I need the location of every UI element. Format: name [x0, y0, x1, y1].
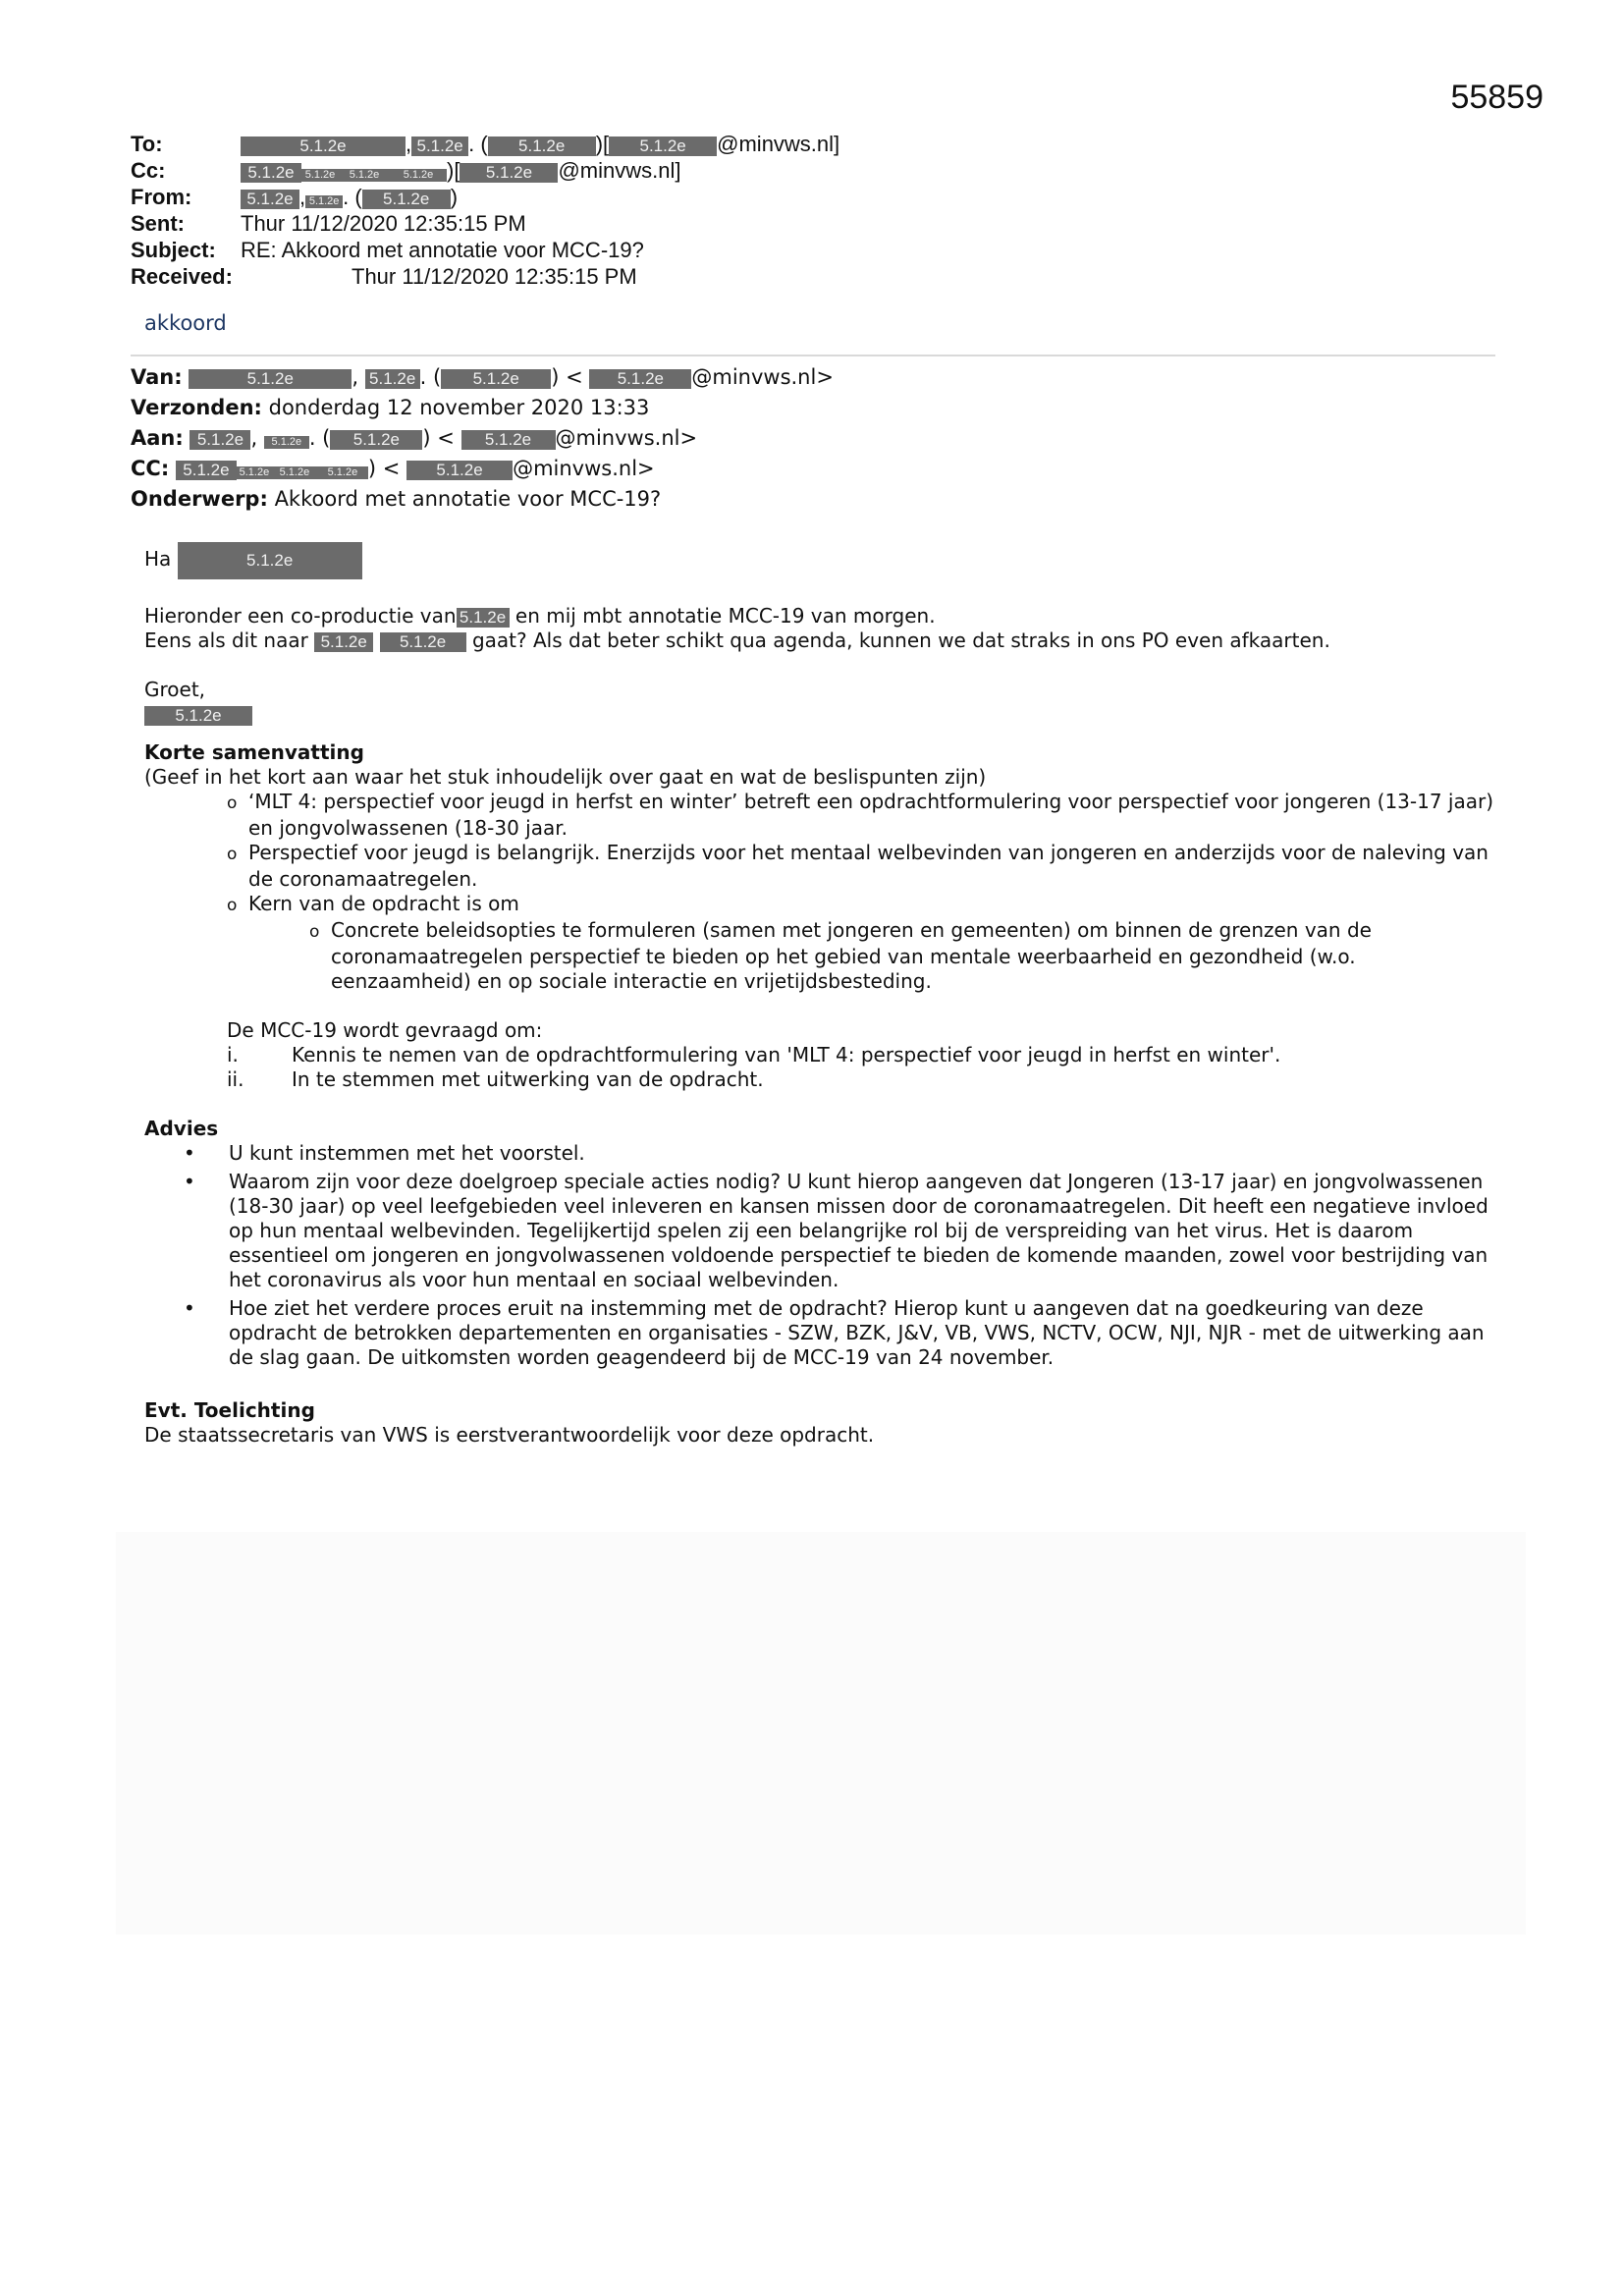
intro-line-2	[144, 629, 1499, 653]
sent-row	[131, 210, 839, 237]
received-value: Thur 11/12/2020 12:35:15 PM	[352, 264, 637, 289]
advies-list	[144, 1141, 1499, 1370]
redaction: 5.1.2e	[178, 542, 362, 579]
verzonden-label: Verzonden:	[131, 396, 262, 419]
cc-row: Cc: 5.1.2e 5.1.2e 5.1.2e 5.1.2e )[ 5.1.2e @minvws.nl]	[131, 158, 681, 183]
list-item: • U kunt instemmen met het voorstel.	[184, 1141, 1499, 1166]
list-number: i.	[227, 1043, 239, 1066]
redaction: 5.1.2e	[609, 137, 717, 156]
redaction: 5.1.2e	[189, 369, 352, 389]
list-item	[227, 1067, 1499, 1092]
summary-intro: (Geef in het kort aan waar het stuk inhoudelijk over gaat en wat de beslispunten zijn)	[144, 765, 987, 789]
redaction: 5.1.2e	[237, 466, 272, 479]
aan-domain: @minvws.nl>	[555, 426, 698, 450]
email-header	[131, 131, 839, 290]
onderwerp-row	[131, 484, 1499, 515]
list-item: o Perspectief voor jeugd is belangrijk. Enerzijds voor het mentaal welbevinden van jongeren en anderzijds voor de naleving van de coronamaatregelen.	[227, 841, 1499, 892]
redaction: 5.1.2e	[241, 163, 301, 183]
redaction: 5.1.2e	[314, 632, 373, 652]
redaction: 5.1.2e	[264, 436, 309, 449]
list-item: • Waarom zijn voor deze doelgroep speciale acties nodig? U kunt hierop aangeven dat Jongeren (13-17 jaar) en jongvolwassenen (18-30 jaar) op veel leefgebieden veel inleveren en kansen missen door de coronamaatregelen. Dit heeft een negatieve invloed op hun mentaal welbevinden. Tegelijkertijd spelen zij een belangrijke rol bij de verspreiding van het virus. Het is daarom essentieel om jongeren en jongvolwassenen voldoende perspectief te bieden de komende maanden, zowel voor bestrijding van het coronavirus als voor hun mentaal en sociaal welbevinden.	[184, 1170, 1499, 1292]
background-shade	[116, 1532, 1526, 1935]
subject-row	[131, 237, 839, 263]
subject-value: RE: Akkoord met annotatie voor MCC-19?	[241, 238, 644, 262]
cc-orig-row: CC: 5.1.2e 5.1.2e 5.1.2e 5.1.2e ) < 5.1.2e @minvws.nl>	[131, 457, 655, 480]
aan-row: Aan: 5.1.2e , 5.1.2e . ( 5.1.2e ) < 5.1.2e @minvws.nl>	[131, 426, 698, 450]
greeting-line	[144, 540, 1499, 579]
from-row: From: 5.1.2e , 5.1.2e . ( 5.1.2e )	[131, 185, 459, 209]
redaction: 5.1.2e	[317, 466, 368, 479]
cc-domain: @minvws.nl]	[558, 158, 681, 183]
intro-text: Eens als dit naar	[144, 629, 308, 652]
closing: Groet,	[144, 678, 206, 701]
redaction: 5.1.2e	[460, 163, 558, 183]
redaction: 5.1.2e	[390, 169, 447, 182]
van-label: Van:	[131, 365, 183, 389]
redaction: 5.1.2e	[488, 137, 596, 156]
summary-list	[144, 790, 1499, 994]
list-item-text: In te stemmen met uitwerking van de opdracht.	[292, 1067, 764, 1091]
onderwerp-label: Onderwerp:	[131, 487, 268, 511]
redaction: 5.1.2e	[176, 461, 237, 480]
intro-text: Hieronder een co-productie van	[144, 604, 457, 628]
divider	[131, 355, 1495, 356]
from-label: From:	[131, 185, 192, 209]
reply-text: akkoord	[144, 311, 227, 335]
original-message-header	[131, 362, 1499, 515]
signature	[144, 702, 1499, 727]
request-intro: De MCC-19 wordt gevraagd om:	[227, 1018, 543, 1042]
redaction: 5.1.2e	[411, 137, 468, 156]
intro-text: en mij mbt annotatie MCC-19 van morgen.	[514, 604, 936, 628]
intro-text: gaat? Als dat beter schikt qua agenda, kunnen we dat straks in ons PO even afkaarten.	[471, 629, 1330, 652]
toelichting-heading: Evt. Toelichting	[144, 1398, 315, 1422]
advies-heading: Advies	[144, 1117, 219, 1140]
redaction: 5.1.2e	[461, 430, 556, 450]
to-domain: @minvws.nl]	[717, 132, 840, 156]
subject-label: Subject:	[131, 238, 216, 262]
received-row	[131, 263, 839, 290]
redaction: 5.1.2e	[330, 430, 422, 450]
to-row: To: 5.1.2e , 5.1.2e . ( 5.1.2e )[ 5.1.2e @minvws.nl]	[131, 132, 840, 156]
aan-label: Aan:	[131, 426, 184, 450]
toelichting-text: De staatssecretaris van VWS is eerstverantwoordelijk voor deze opdracht.	[144, 1423, 875, 1447]
redaction: 5.1.2e	[365, 369, 420, 389]
cc-orig-domain: @minvws.nl>	[513, 457, 655, 480]
cc-orig-label: CC:	[131, 457, 170, 480]
summary-heading: Korte samenvatting	[144, 740, 364, 764]
verzonden-value: donderdag 12 november 2020 13:33	[268, 396, 650, 419]
list-item	[227, 892, 1499, 994]
redaction: 5.1.2e	[406, 461, 513, 480]
van-domain: @minvws.nl>	[691, 365, 834, 389]
list-number: ii.	[227, 1067, 244, 1091]
redaction: 5.1.2e	[380, 632, 466, 652]
redaction: 5.1.2e	[189, 430, 250, 450]
redaction: 5.1.2e	[144, 706, 252, 726]
verzonden-row	[131, 393, 1499, 423]
email-body	[131, 311, 1499, 1448]
sent-value: Thur 11/12/2020 12:35:15 PM	[241, 211, 526, 236]
list-item: o Concrete beleidsopties te formuleren (samen met jongeren en gemeenten) om binnen de grenzen van de coronamaatregelen perspectief te bieden op het gebied van mentale weerbaarheid en gezondheid (w.o. eenzaamheid) en op sociale interactie en vrijetijdsbesteding.	[309, 918, 1499, 994]
list-item	[227, 1043, 1499, 1067]
intro-line-1	[144, 604, 1499, 629]
redaction: 5.1.2e	[241, 137, 406, 156]
redaction: 5.1.2e	[441, 369, 551, 389]
cc-label: Cc:	[131, 158, 166, 183]
summary-sublist	[248, 918, 1499, 994]
redaction: 5.1.2e	[301, 169, 339, 182]
greeting: Ha	[144, 547, 172, 571]
sent-label: Sent:	[131, 211, 185, 236]
van-row: Van: 5.1.2e , 5.1.2e . ( 5.1.2e ) < 5.1.2e @minvws.nl>	[131, 365, 834, 389]
redaction: 5.1.2e	[457, 608, 510, 628]
redaction: 5.1.2e	[272, 466, 317, 479]
redaction: 5.1.2e	[339, 169, 390, 182]
redaction: 5.1.2e	[589, 369, 691, 389]
list-item-text: Kern van de opdracht is om	[248, 892, 519, 915]
redaction: 5.1.2e	[241, 190, 299, 209]
redaction: 5.1.2e	[305, 195, 343, 208]
page-number: 55859	[1450, 79, 1543, 116]
list-item: • Hoe ziet het verdere proces eruit na instemming met de opdracht? Hierop kunt u aangeven dat na goedkeuring van deze opdracht de betrokken departementen en organisaties - SZW, BZK, J&V, VB, VWS, NCTV, OCW, NJI, NJR - met de uitwerking aan de slag gaan. De uitkomsten worden geagendeerd bij de MCC-19 van 24 november.	[184, 1296, 1499, 1370]
message-body	[144, 540, 1499, 1448]
to-label: To:	[131, 132, 163, 156]
received-label: Received:	[131, 264, 233, 289]
redaction: 5.1.2e	[362, 190, 451, 209]
onderwerp-value: Akkoord met annotatie voor MCC-19?	[274, 487, 662, 511]
list-item-text: Kennis te nemen van de opdrachtformulering van 'MLT 4: perspectief voor jeugd in herfst en winter'.	[292, 1043, 1281, 1066]
list-item: o ‘MLT 4: perspectief voor jeugd in herfst en winter’ betreft een opdrachtformulering voor perspectief voor jongeren (13-17 jaar) en jongvolwassenen (18-30 jaar.	[227, 790, 1499, 841]
request-list	[144, 1043, 1499, 1092]
